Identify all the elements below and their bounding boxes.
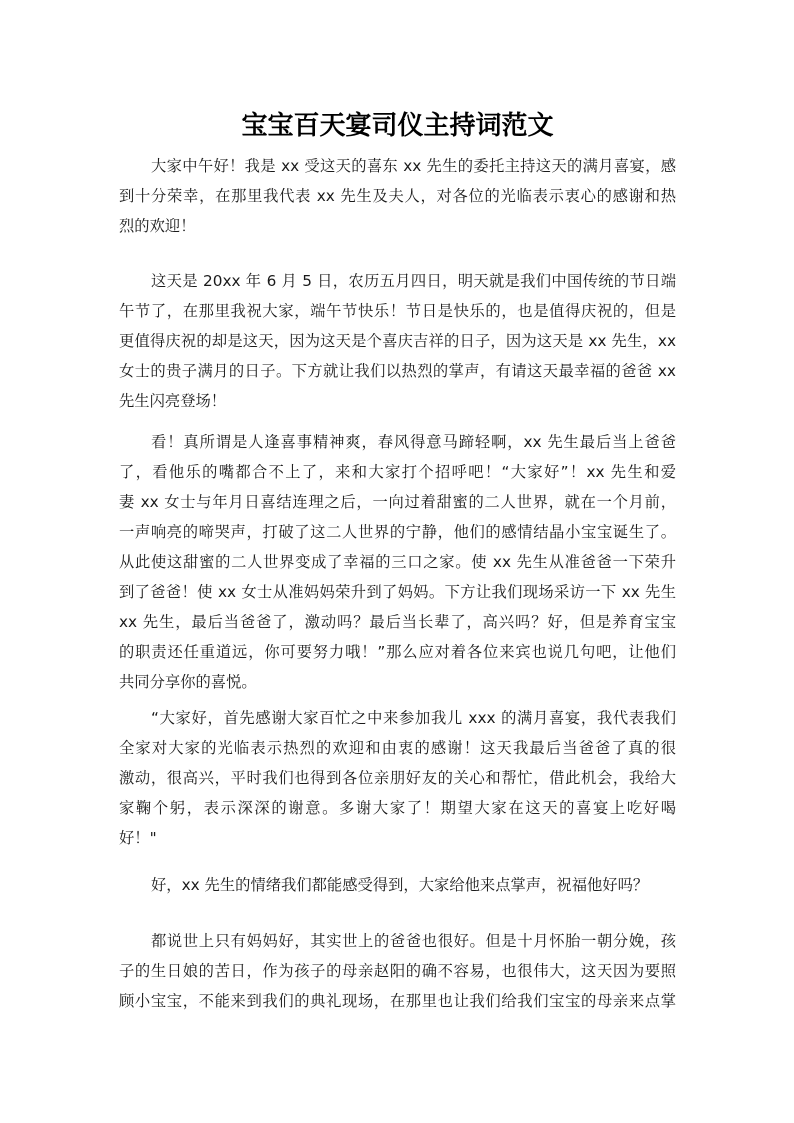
text-line: 了，看他乐的嘴都合不上了，来和大家打个招呼吧！“大家好”！xx 先生和爱	[119, 463, 676, 481]
text-line: 先生闪亮登场！	[119, 392, 227, 410]
text-line: 更值得庆祝的却是这天，因为这天是个喜庆吉祥的日子，因为这天是 xx 先生，xx	[119, 332, 676, 350]
text-line: 的职责还任重道远，你可要努力哦！”那么应对着各位来宾也说几句吧，让他们	[119, 643, 676, 661]
text-line: 午节了，在那里我祝大家，端午节快乐！节日是快乐的，也是值得庆祝的，但是	[119, 302, 676, 320]
text-line: 从此使这甜蜜的二人世界变成了幸福的三口之家。使 xx 先生从准爸爸一下荣升	[119, 553, 676, 571]
text-line: 妻 xx 女士与年月日喜结连理之后，一向过着甜蜜的二人世界，就在一个月前，	[119, 493, 676, 511]
paragraph-welcome	[119, 151, 676, 241]
text-line: 家鞠个躬，表示深深的谢意。多谢大家了！期望大家在这天的喜宴上吃好喝	[119, 799, 676, 817]
text-line: 全家对大家的光临表示热烈的欢迎和由衷的感谢！这天我最后当爸爸了真的很	[119, 739, 676, 757]
text-line: 女士的贵子满月的日子。下方就让我们以热烈的掌声，有请这天最幸福的爸爸 xx	[119, 362, 676, 380]
text-line: 烈的欢迎！	[119, 217, 196, 235]
text-line: 大家中午好！我是 xx 受这天的喜东 xx 先生的委托主持这天的满月喜宴，感	[151, 157, 676, 175]
text-line: 到了爸爸！使 xx 女士从准妈妈荣升到了妈妈。下方让我们现场采访一下 xx 先生	[119, 583, 676, 601]
text-line: 激动，很高兴，平时我们也得到各位亲朋好友的关心和帮忙，借此机会，我给大	[119, 769, 676, 787]
paragraph-mother	[119, 926, 676, 1016]
paragraph-date	[119, 266, 676, 416]
text-line: xx 先生，最后当爸爸了，激动吗？最后当长辈了，高兴吗？好，但是养育宝宝	[119, 613, 676, 631]
text-line: 共同分享你的喜悦。	[119, 673, 257, 691]
text-line: 看！真所谓是人逢喜事精神爽，春风得意马蹄轻啊，xx 先生最后当上爸爸	[151, 433, 676, 451]
text-line: 一声响亮的啼哭声，打破了这二人世界的宁静，他们的感情结晶小宝宝诞生了。	[119, 523, 676, 541]
paragraph-father-intro	[119, 427, 676, 697]
paragraph-father-speech	[119, 703, 676, 853]
text-line: 到十分荣幸，在那里我代表 xx 先生及夫人，对各位的光临表示衷心的感谢和热	[119, 187, 676, 205]
text-line: 好，xx 先生的情绪我们都能感受得到，大家给他来点掌声，祝福他好吗？	[151, 876, 649, 894]
text-line: 这天是 20xx 年 6 月 5 日，农历五月四日，明天就是我们中国传统的节日端	[151, 272, 676, 290]
document-title: 宝宝百天宴司仪主持词范文	[241, 111, 554, 141]
text-line: 顾小宝宝，不能来到我们的典礼现场，在那里也让我们给我们宝宝的母亲来点掌	[119, 992, 676, 1010]
text-line: 子的生日娘的苦日，作为孩子的母亲赵阳的确不容易，也很伟大，这天因为要照	[119, 962, 676, 980]
text-line: “大家好，首先感谢大家百忙之中来参加我儿 xxx 的满月喜宴，我代表我们	[151, 709, 676, 727]
paragraph-applause	[119, 870, 676, 900]
text-line: 好！"	[119, 829, 157, 847]
text-line: 都说世上只有妈妈好，其实世上的爸爸也很好。但是十月怀胎一朝分娩，孩	[151, 932, 676, 950]
